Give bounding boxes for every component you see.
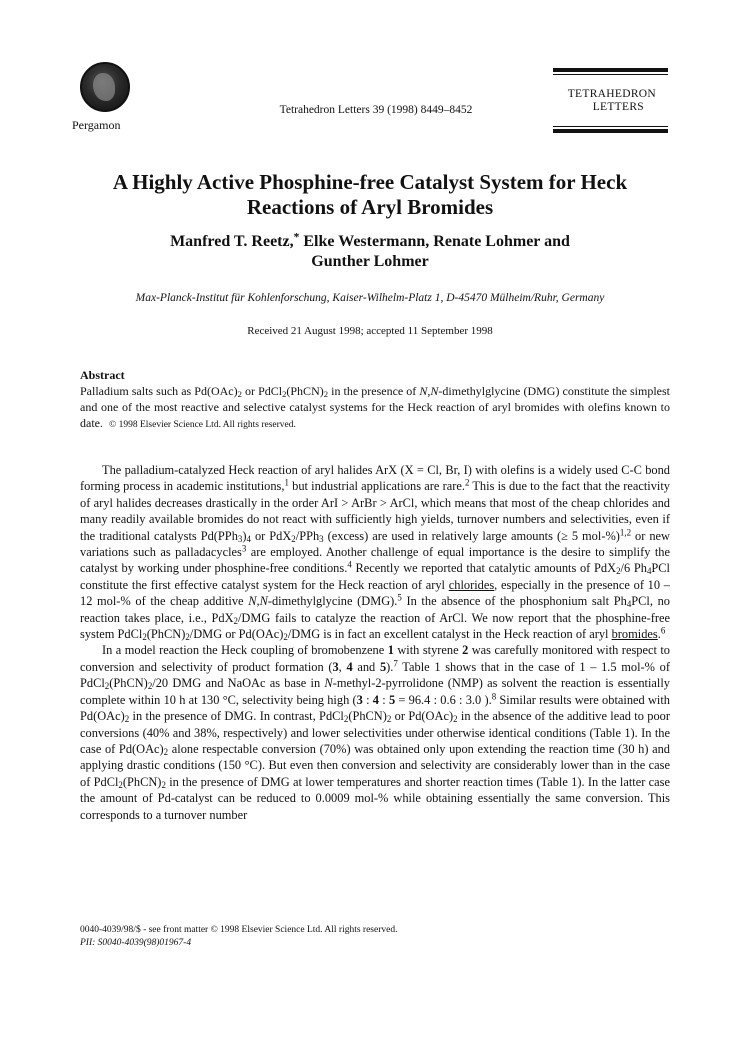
abstract-text: Palladium salts such as $Pd(OAc)_2$ or $PdCl_2(PhCN)_2$ in the presence of N,N-dimethylglycine (DMG) constitute the simplest and one of the most reactive and selective catalyst systems for the Heck reaction of aryl bromides with olefins known to date. © 1998 Elsevier Science Ltd. All rights reserved. (80, 384, 670, 430)
footer-front-matter: 0040-4039/98/$ - see front matter © 1998 Elsevier Science Ltd. All rights reserved. (80, 925, 398, 935)
journal-name-line2: LETTERS (592, 101, 644, 113)
journal-citation: Tetrahedron Letters 39 (1998) 8449–8452 (279, 104, 473, 116)
footer-pii: PII: S0040-4039(98)01967-4 (80, 938, 192, 948)
paragraph-2: In a model reaction the Heck coupling of bromobenzene 1 with styrene 2 was carefully monitored with respect to conversion and selectivity of product formation (3, 4 and 5).$^7$ Table 1 shows that in the case of 1 – 1.5 mol-% of $PdCl_2(PhCN)_2/20$ DMG and NaOAc as base in N-methyl-2-pyrrolidone (NMP) as solvent the reaction is essentially complete within 10 h at 130 °C, selectivity being high (3 : 4 : 5 = 96.4 : 0.6 : 3.0 ).$^8$ Similar results were obtained with $Pd(OAc)_2$ in the presence of DMG. In contrast, $PdCl_2(PhCN)_2$ or $Pd(OAc)_2$ in the absence of the additive lead to poor conversions (40% and 38%, respectively) and lower selectivities under otherwise identical conditions (Table 1). In the case of $Pd(OAc)_2$ alone respectable conversion (70%) was obtained only upon extending the reaction time (30 h) and applying drastic conditions (150 °C). But even then conversion and selectivity are considerably lower than in the case of $PdCl_2(PhCN)_2$ in the presence of DMG at lower temperatures and shorter reaction times (Table 1). In the latter case the amount of Pd-catalyst can be reduced to 0.0009 mol-% while obtaining essentially the same conversion. This corresponds to a turnover number (80, 643, 671, 822)
body-text (80, 462, 670, 823)
author-list: Manfred T. Reetz,* Elke Westermann, Renate Lohmer and Gunther Lohmer (170, 231, 570, 270)
footer (80, 924, 397, 950)
affiliation: Max-Planck-Institut für Kohlenforschung, Kaiser-Wilhelm-Platz 1, D-45470 Mülheim/Ruhr, Germany (135, 292, 605, 304)
journal-name-line1: TETRAHEDRON (567, 88, 656, 100)
received-dates: Received 21 August 1998; accepted 11 September 1998 (247, 325, 493, 337)
paragraph-1: The palladium-catalyzed Heck reaction of aryl halides ArX (X = Cl, Br, I) with olefins is a widely used C-C bond forming process in academic institutions,$^1$ but industrial applications are rare.$^2$ This is due to the fact that the reactivity of aryl halides decreases drastically in the order ArI > ArBr > ArCl, which means that most of the cheap chlorides and many readily available bromides do not react with sufficiently high yields, turnover numbers and selectivities, even if the traditional catalysts $Pd(PPh_3)_4$ or PdX$_2$/PPh$_3$ (excess) are used in relatively large amounts (≥ 5 mol-%)$^{1,2}$ or new variations such as palladacycles$^3$ are employed. Another challenge of equal importance is the desire to simplify the catalyst by working under phosphine-free conditions.$^4$ Recently we reported that catalytic amounts of PdX$_2$/6 $Ph_4PCl$ constitute the first effective catalyst system for the Heck reaction of aryl chlorides, especially in the presence of 10 – 12 mol-% of the cheap additive N,N-dimethylglycine (DMG).$^5$ In the absence of the phosphonium salt $Ph_4PCl$, no reaction takes place, i.e., PdX$_2$/DMG fails to catalyze the reaction of ArCl. We now report that the phosphine-free system $PdCl_2(PhCN)_2$/DMG or $Pd(OAc)_2$/DMG is in fact an excellent catalyst in the Heck reaction of aryl bromides.$^6$ (80, 463, 671, 643)
journal-masthead (553, 68, 668, 133)
abstract-heading: Abstract (80, 368, 125, 382)
publisher-name: Pergamon (72, 118, 121, 132)
abstract-copyright: © 1998 Elsevier Science Ltd. All rights reserved. (109, 420, 296, 430)
article-title: A Highly Active Phosphine-free Catalyst System for Heck Reactions of Aryl Bromides (112, 170, 628, 219)
